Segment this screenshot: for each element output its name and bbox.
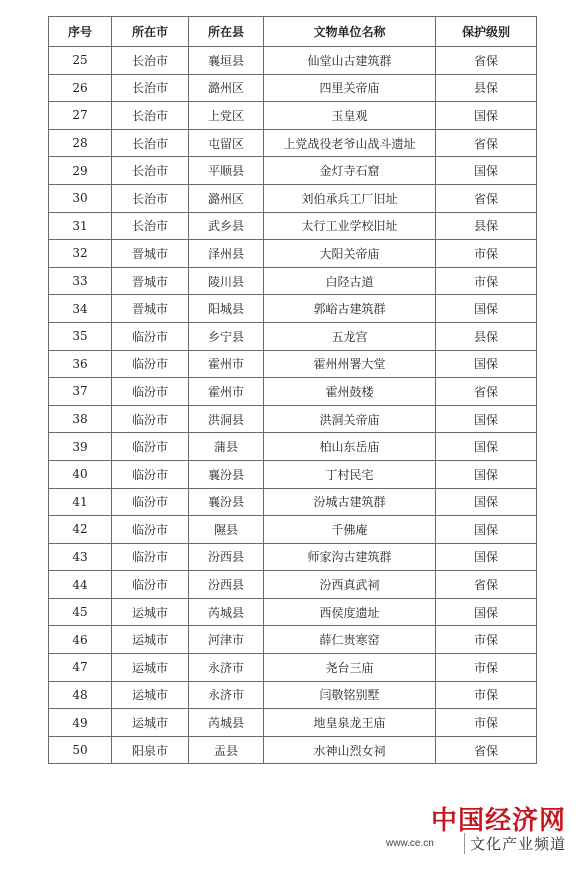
cell-city: 长治市 (112, 47, 189, 75)
cell-serial-number: 34 (49, 295, 112, 323)
header-serial-number: 序号 (49, 17, 112, 47)
site-url: www.ce.cn (386, 838, 434, 849)
cell-site-name: 四里关帝庙 (264, 74, 436, 102)
cell-protection-level: 市保 (436, 681, 537, 709)
cell-site-name: 玉皇观 (264, 102, 436, 130)
cell-city: 临汾市 (112, 488, 189, 516)
cell-serial-number: 32 (49, 240, 112, 268)
cell-serial-number: 48 (49, 681, 112, 709)
table-row (49, 709, 537, 737)
cell-county: 汾西县 (189, 543, 264, 571)
cell-serial-number: 45 (49, 598, 112, 626)
cell-serial-number: 33 (49, 267, 112, 295)
cell-site-name: 闫敬铭别墅 (264, 681, 436, 709)
cell-serial-number: 47 (49, 654, 112, 682)
cell-site-name: 西侯度遗址 (264, 598, 436, 626)
cell-site-name: 上党战役老爷山战斗遗址 (264, 129, 436, 157)
cell-site-name: 汾西真武祠 (264, 571, 436, 599)
table-row (49, 240, 537, 268)
cell-site-name: 大阳关帝庙 (264, 240, 436, 268)
cell-county: 泽州县 (189, 240, 264, 268)
cell-site-name: 太行工业学校旧址 (264, 212, 436, 240)
cell-city: 长治市 (112, 157, 189, 185)
cell-protection-level: 国保 (436, 350, 537, 378)
table-row (49, 350, 537, 378)
cell-protection-level: 国保 (436, 102, 537, 130)
cell-city: 长治市 (112, 212, 189, 240)
cell-county: 盂县 (189, 736, 264, 764)
cell-county: 霍州市 (189, 350, 264, 378)
cell-site-name: 柏山东岳庙 (264, 433, 436, 461)
header-row (49, 17, 537, 47)
cell-county: 洪洞县 (189, 405, 264, 433)
heritage-sites-table (48, 16, 537, 764)
cell-city: 长治市 (112, 74, 189, 102)
cell-county: 平顺县 (189, 157, 264, 185)
cell-city: 晋城市 (112, 240, 189, 268)
table-row (49, 654, 537, 682)
cell-protection-level: 县保 (436, 212, 537, 240)
cell-county: 汾西县 (189, 571, 264, 599)
cell-protection-level: 国保 (436, 543, 537, 571)
cell-protection-level: 国保 (436, 295, 537, 323)
cell-site-name: 地皇泉龙王庙 (264, 709, 436, 737)
cell-serial-number: 41 (49, 488, 112, 516)
cell-serial-number: 35 (49, 322, 112, 350)
cell-county: 陵川县 (189, 267, 264, 295)
cell-protection-level: 国保 (436, 405, 537, 433)
table-row (49, 129, 537, 157)
cell-protection-level: 市保 (436, 709, 537, 737)
table-row (49, 543, 537, 571)
cell-city: 临汾市 (112, 322, 189, 350)
header-county: 所在县 (189, 17, 264, 47)
cell-county: 芮城县 (189, 709, 264, 737)
cell-county: 阳城县 (189, 295, 264, 323)
cell-protection-level: 省保 (436, 571, 537, 599)
cell-serial-number: 46 (49, 626, 112, 654)
cell-county: 襄汾县 (189, 488, 264, 516)
cell-county: 永济市 (189, 681, 264, 709)
cell-site-name: 金灯寺石窟 (264, 157, 436, 185)
table-row (49, 681, 537, 709)
cell-county: 屯留区 (189, 129, 264, 157)
cell-site-name: 洪洞关帝庙 (264, 405, 436, 433)
cell-protection-level: 国保 (436, 488, 537, 516)
watermark (386, 800, 566, 860)
cell-county: 襄汾县 (189, 460, 264, 488)
cell-city: 临汾市 (112, 405, 189, 433)
cell-city: 临汾市 (112, 350, 189, 378)
cell-county: 蒲县 (189, 433, 264, 461)
cell-site-name: 丁村民宅 (264, 460, 436, 488)
cell-county: 芮城县 (189, 598, 264, 626)
table-row (49, 405, 537, 433)
cell-county: 潞州区 (189, 184, 264, 212)
cell-serial-number: 37 (49, 378, 112, 406)
cell-protection-level: 县保 (436, 322, 537, 350)
cell-serial-number: 30 (49, 184, 112, 212)
cell-protection-level: 国保 (436, 516, 537, 544)
cell-city: 运城市 (112, 626, 189, 654)
table-row (49, 571, 537, 599)
table-row (49, 102, 537, 130)
cell-city: 长治市 (112, 102, 189, 130)
table-row (49, 378, 537, 406)
header-protection-level: 保护级别 (436, 17, 537, 47)
cell-county: 武乡县 (189, 212, 264, 240)
cell-serial-number: 43 (49, 543, 112, 571)
cell-serial-number: 39 (49, 433, 112, 461)
cell-protection-level: 省保 (436, 129, 537, 157)
cell-site-name: 师家沟古建筑群 (264, 543, 436, 571)
cell-serial-number: 29 (49, 157, 112, 185)
table-row (49, 488, 537, 516)
cell-site-name: 水神山烈女祠 (264, 736, 436, 764)
table-body (49, 47, 537, 764)
cell-county: 上党区 (189, 102, 264, 130)
table-row (49, 626, 537, 654)
cell-city: 临汾市 (112, 571, 189, 599)
header-site-name: 文物单位名称 (264, 17, 436, 47)
cell-protection-level: 国保 (436, 157, 537, 185)
cell-protection-level: 市保 (436, 267, 537, 295)
cell-city: 阳泉市 (112, 736, 189, 764)
cell-site-name: 刘伯承兵工厂旧址 (264, 184, 436, 212)
cell-county: 隰县 (189, 516, 264, 544)
cell-site-name: 汾城古建筑群 (264, 488, 436, 516)
cell-serial-number: 49 (49, 709, 112, 737)
cell-county: 霍州市 (189, 378, 264, 406)
cell-serial-number: 40 (49, 460, 112, 488)
cell-county: 襄垣县 (189, 47, 264, 75)
cell-serial-number: 36 (49, 350, 112, 378)
cell-protection-level: 国保 (436, 598, 537, 626)
cell-city: 晋城市 (112, 267, 189, 295)
cell-city: 长治市 (112, 184, 189, 212)
table-row (49, 212, 537, 240)
cell-protection-level: 县保 (436, 74, 537, 102)
cell-protection-level: 省保 (436, 378, 537, 406)
cell-protection-level: 省保 (436, 47, 537, 75)
cell-protection-level: 市保 (436, 240, 537, 268)
table-header (49, 17, 537, 47)
table-row (49, 295, 537, 323)
cell-serial-number: 27 (49, 102, 112, 130)
header-city: 所在市 (112, 17, 189, 47)
table-row (49, 516, 537, 544)
cell-protection-level: 国保 (436, 433, 537, 461)
cell-site-name: 薛仁贵寒窑 (264, 626, 436, 654)
cell-serial-number: 42 (49, 516, 112, 544)
cell-site-name: 千佛庵 (264, 516, 436, 544)
cell-site-name: 尧台三庙 (264, 654, 436, 682)
cell-city: 临汾市 (112, 433, 189, 461)
cell-city: 长治市 (112, 129, 189, 157)
cell-county: 河津市 (189, 626, 264, 654)
table-row (49, 433, 537, 461)
cell-city: 运城市 (112, 598, 189, 626)
cell-city: 临汾市 (112, 516, 189, 544)
cell-serial-number: 25 (49, 47, 112, 75)
table-row (49, 184, 537, 212)
heritage-table-sheet (48, 16, 536, 764)
site-logo: 中国经济网 (430, 806, 566, 836)
cell-city: 运城市 (112, 681, 189, 709)
table-row (49, 47, 537, 75)
cell-protection-level: 国保 (436, 460, 537, 488)
cell-site-name: 白陉古道 (264, 267, 436, 295)
cell-site-name: 霍州州署大堂 (264, 350, 436, 378)
cell-serial-number: 28 (49, 129, 112, 157)
cell-site-name: 霍州鼓楼 (264, 378, 436, 406)
cell-protection-level: 省保 (436, 736, 537, 764)
cell-city: 临汾市 (112, 543, 189, 571)
cell-county: 乡宁县 (189, 322, 264, 350)
cell-protection-level: 省保 (436, 184, 537, 212)
cell-site-name: 郭峪古建筑群 (264, 295, 436, 323)
cell-protection-level: 市保 (436, 654, 537, 682)
cell-protection-level: 市保 (436, 626, 537, 654)
cell-site-name: 仙堂山古建筑群 (264, 47, 436, 75)
table-row (49, 74, 537, 102)
cell-serial-number: 38 (49, 405, 112, 433)
table-row (49, 460, 537, 488)
cell-serial-number: 31 (49, 212, 112, 240)
cell-county: 永济市 (189, 654, 264, 682)
cell-serial-number: 44 (49, 571, 112, 599)
table-row (49, 598, 537, 626)
cell-city: 临汾市 (112, 460, 189, 488)
table-row (49, 267, 537, 295)
cell-serial-number: 50 (49, 736, 112, 764)
cell-city: 晋城市 (112, 295, 189, 323)
cell-city: 临汾市 (112, 378, 189, 406)
table-row (49, 322, 537, 350)
table-row (49, 157, 537, 185)
cell-city: 运城市 (112, 709, 189, 737)
cell-city: 运城市 (112, 654, 189, 682)
cell-serial-number: 26 (49, 74, 112, 102)
table-row (49, 736, 537, 764)
cell-site-name: 五龙宫 (264, 322, 436, 350)
channel-name: 文化产业频道 (464, 833, 566, 854)
cell-county: 潞州区 (189, 74, 264, 102)
